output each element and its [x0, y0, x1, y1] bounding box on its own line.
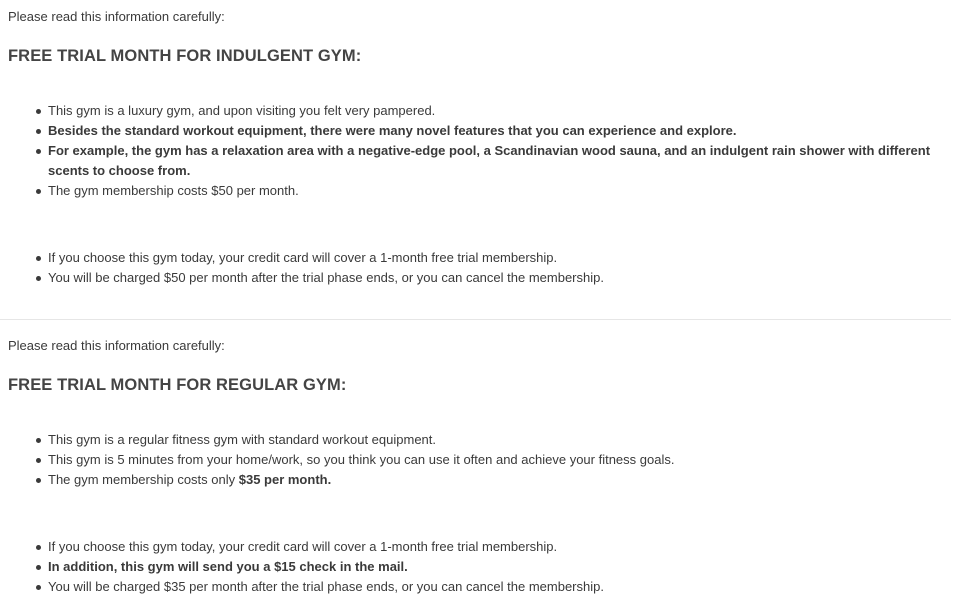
intro-text: Please read this information carefully: [8, 9, 225, 24]
list-item [48, 470, 956, 490]
feature-list [8, 101, 956, 201]
list-item: This gym is a luxury gym, and upon visiting you felt very pampered. [48, 101, 956, 121]
list-item: If you choose this gym today, your credit card will cover a 1-month free trial membership. [48, 248, 956, 268]
list-item: In addition, this gym will send you a $15 check in the mail. [48, 557, 956, 577]
list-item: The gym membership costs $50 per month. [48, 181, 956, 201]
list-item: You will be charged $35 per month after the trial phase ends, or you can cancel the membership. [48, 577, 956, 597]
list-item: This gym is a regular fitness gym with standard workout equipment. [48, 430, 956, 450]
section-heading: FREE TRIAL MONTH FOR REGULAR GYM: [8, 376, 347, 394]
feature-list [8, 430, 956, 490]
list-item: For example, the gym has a relaxation area with a negative-edge pool, a Scandinavian wood sauna, and an indulgent rain shower with different scents to choose from. [48, 141, 956, 181]
section-divider [0, 319, 951, 320]
intro-text: Please read this information carefully: [8, 338, 225, 353]
list-item: You will be charged $50 per month after the trial phase ends, or you can cancel the membership. [48, 268, 956, 288]
terms-list [8, 537, 956, 597]
list-item: If you choose this gym today, your credit card will cover a 1-month free trial membership. [48, 537, 956, 557]
cost-text: The gym membership costs only [48, 472, 239, 487]
list-item: This gym is 5 minutes from your home/work, so you think you can use it often and achieve your fitness goals. [48, 450, 956, 470]
terms-list [8, 248, 956, 288]
cost-amount: $35 per month. [238, 472, 332, 487]
section-heading: FREE TRIAL MONTH FOR INDULGENT GYM: [8, 47, 362, 65]
list-item: Besides the standard workout equipment, there were many novel features that you can experience and explore. [48, 121, 956, 141]
